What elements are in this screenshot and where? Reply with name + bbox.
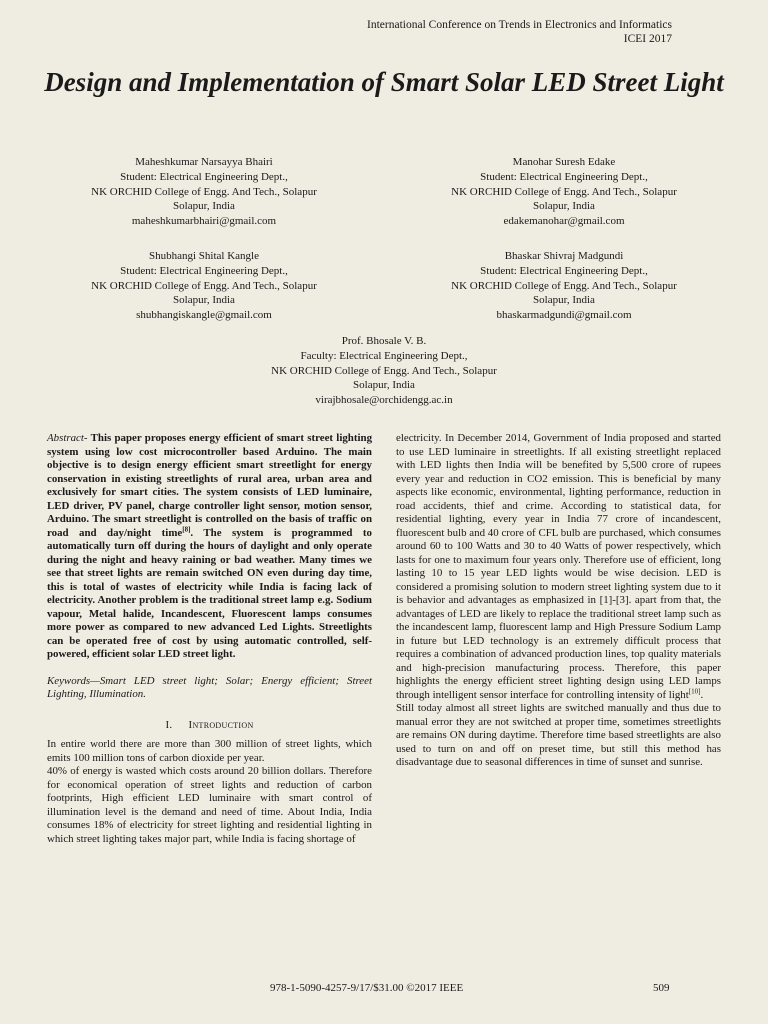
author-block (224, 334, 544, 408)
abstract-text: . The system is programmed to automatically turn off during the hours of daylight and only operate during the night and heavy raining or bad weather. Many times we see that street lights are remain switched ON even during day time, this is total of wastes of electricity while India is facing lack of electricity. Another problem is the traditional street lamp e.g. Sodium vapour, Metal halide, Incandescent, Fluorescent lamps consumes more power as compared to new advanced Led Lights. Streetlights can be operated free of cost by using automatic controlled, self-powered, efficient solar LED street light. (47, 526, 373, 660)
keywords: Keywords—Smart LED street light; Solar; Energy efficient; Street Lighting, Illumination. (47, 674, 372, 700)
citation: [8] (182, 524, 191, 533)
author-role: Faculty: Electrical Engineering Dept., (300, 349, 468, 362)
paragraph: Still today almost all street lights are switched manually and thus due to manual error they are not switched at proper time, sometimes streetlights are remains ON during daytime. Therefore time based streetlights are also used to turn on and off on preset time, but still this method has disadvantage due to seasonal differences in time of sunset and sunrise. (396, 702, 721, 768)
paragraph: In entire world there are more than 300 million of street lights, which emits 100 million tons of carbon dioxide per year. (47, 738, 372, 764)
citation: [10] (688, 686, 701, 695)
author-block (44, 249, 364, 323)
author-role: Student: Electrical Engineering Dept., (480, 264, 648, 277)
author-email: edakemanohar@gmail.com (503, 215, 625, 228)
paragraph (396, 432, 721, 702)
abstract-label: Abstract- (47, 432, 88, 444)
author-email: virajbhosale@orchidengg.ac.in (315, 394, 453, 407)
author-name: Shubhangi Shital Kangle (149, 250, 259, 262)
author-role: Student: Electrical Engineering Dept., (120, 170, 288, 183)
section-number: I. (165, 718, 173, 731)
conference-header (367, 18, 672, 46)
author-college: NK ORCHID College of Engg. And Tech., Solapur (451, 279, 677, 292)
section-title: Introduction (188, 718, 254, 731)
isbn-copyright: 978-1-5090-4257-9/17/$31.00 ©2017 IEEE (270, 982, 464, 994)
right-column (396, 432, 721, 770)
author-email: bhaskarmadgundi@gmail.com (496, 309, 632, 322)
author-location: Solapur, India (173, 294, 235, 307)
author-name: Prof. Bhosale V. B. (341, 335, 427, 347)
author-location: Solapur, India (353, 379, 415, 392)
author-email: maheshkumarbhairi@gmail.com (131, 215, 277, 228)
author-college: NK ORCHID College of Engg. And Tech., Solapur (271, 364, 497, 377)
author-college: NK ORCHID College of Engg. And Tech., Solapur (91, 279, 317, 292)
author-role: Student: Electrical Engineering Dept., (120, 264, 288, 277)
author-block (44, 155, 364, 229)
conference-short: ICEI 2017 (623, 33, 672, 45)
page-number: 509 (653, 982, 670, 994)
author-name: Maheshkumar Narsayya Bhairi (135, 156, 273, 168)
author-location: Solapur, India (533, 294, 595, 307)
author-block (404, 249, 724, 323)
section-heading (47, 719, 372, 733)
paragraph-text: electricity. In December 2014, Government of India proposed and started to use LED luminaire in streetlights. If all existing streetlight replaced with LED lights then India will be benefited by 5,500 crore of rupees every year and reduction in CO2 emission. This is beneficial by many aspects like economic, environmental, lighting performance, reduction in road accidents, thief and crime. According to statistical data, for residential lighting, every year in India 77 crore of incandescent, fluorescent bulb and 40 crore of CFL bulb are purchased, which consumes around 60 to 100 Watts and 30 to 40 Watts of power respectively, which lasts for one to maximum four years only. Therefore use of efficient, long lasting 10 to 15 year LED lights would be wise decision. LED is considered a promising solution to modern street lighting system due to it is behavior and advantages as emphasized in [1]-[3]. apart from that, the advantages of LED are likely to replace the traditional street lamp such as the incandescent lamp, fluorescent lamp and High Pressure Sodium Lamp in future but LED technology is an extremely difficult process that requires a combination of advanced production lines, top quality materials and high-precision manufacturing process. Therefore, this paper highlights the energy efficient street lighting design using LED lamps through intelligent sensor interface for controlling intensity of light (396, 432, 721, 701)
author-location: Solapur, India (533, 200, 595, 213)
paragraph: 40% of energy is wasted which costs around 20 billion dollars. Therefore for economical operation of street lights and reduction of carbon footprints, High efficient LED luminaire with smart control of illumination level is the demand and need of time. About India, India consumes 18% of electricity for street lighting and residential lighting in which street lighting takes major part, while India is facing shortage of (47, 765, 372, 845)
abstract-text: This paper proposes energy efficient of smart street lighting system using low cost microcontroller based Arduino. The main objective is to design energy efficient smart streetlight for energy conservation in existing streetlights of rural area, urban area and exclusively for smart cities. The system consists of LED luminaire, LED driver, PV panel, charge controller light sensor, motion sensor, Arduino. The smart streetlight is controlled on the basis of traffic on road and day/night time (47, 432, 373, 539)
conference-name: International Conference on Trends in Electronics and Informatics (367, 19, 672, 31)
author-name: Manohar Suresh Edake (512, 156, 616, 168)
paragraph-text: . (700, 688, 704, 701)
left-column (47, 432, 372, 846)
author-college: NK ORCHID College of Engg. And Tech., Solapur (91, 185, 317, 198)
author-email: shubhangiskangle@gmail.com (136, 309, 272, 322)
author-block (404, 155, 724, 229)
author-role: Student: Electrical Engineering Dept., (480, 170, 648, 183)
author-location: Solapur, India (173, 200, 235, 213)
author-college: NK ORCHID College of Engg. And Tech., Solapur (451, 185, 677, 198)
paper-title: Design and Implementation of Smart Solar LED Street Light (44, 67, 724, 97)
abstract (47, 432, 372, 662)
author-name: Bhaskar Shivraj Madgundi (504, 250, 624, 262)
